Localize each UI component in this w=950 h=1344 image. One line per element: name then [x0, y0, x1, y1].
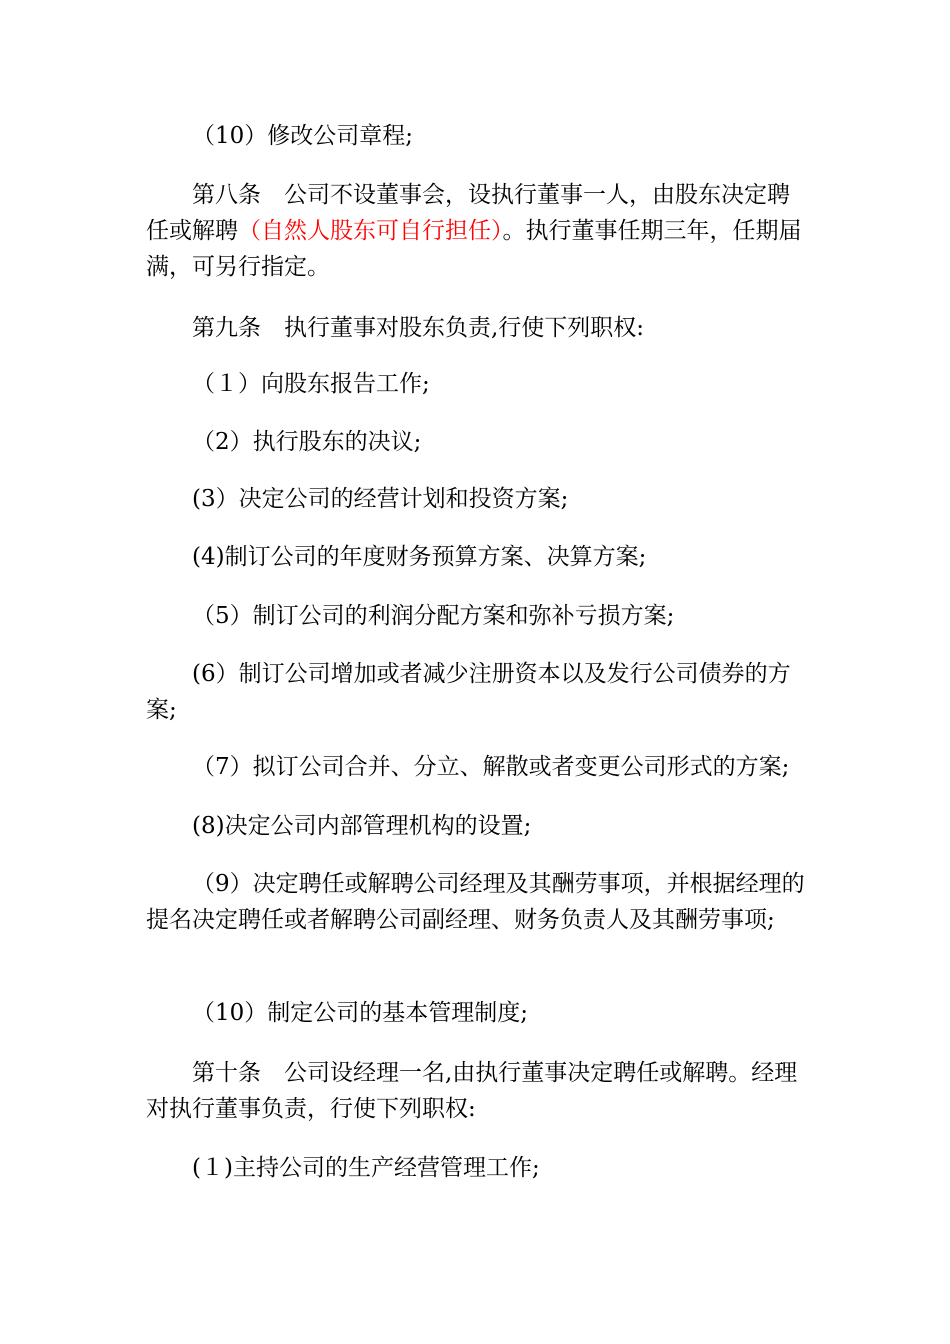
article-8-text: 第八条 公司不设董事会，设执行董事一人，由股东决定聘任或解聘: [146, 182, 790, 244]
article-8-highlight: （自然人股东可自行担任）: [238, 218, 503, 244]
clause-item: (3）决定公司的经营计划和投资方案;: [192, 486, 569, 512]
clause-item: （5）制订公司的利润分配方案和弥补亏损方案;: [192, 603, 675, 629]
clause-item: （１）向股东报告工作;: [192, 371, 430, 397]
clause-item: （7）拟订公司合并、分立、解散或者变更公司形式的方案;: [192, 754, 790, 780]
clause-item: (4)制订公司的年度财务预算方案、决算方案;: [192, 544, 647, 570]
clause-item: （10）制定公司的基本管理制度;: [192, 1000, 529, 1026]
article-9: 第九条 执行董事对股东负责,行使下列职权:: [192, 315, 645, 341]
clause-item: （10）修改公司章程;: [192, 123, 414, 149]
clause-item: （2）执行股东的决议;: [192, 429, 422, 455]
clause-item: （9）决定聘任或解聘公司经理及其酬劳事项，并根据经理的提名决定聘任或者解聘公司副经理、财务负责人及其酬劳事项;: [146, 871, 805, 933]
article-8-text-end: 。执行董事任期三年，任期届满，可另行指定。: [146, 218, 802, 280]
clause-item: (6）制订公司增加或者减少注册资本以及发行公司债券的方案;: [146, 661, 791, 723]
article-10: 第十条 公司设经理一名,由执行董事决定聘任或解聘。经理对执行董事负责，行使下列职权:: [146, 1060, 798, 1122]
article-8: [146, 177, 806, 285]
clause-item: (8)决定公司内部管理机构的设置;: [192, 813, 532, 839]
clause-item: (１)主持公司的生产经营管理工作;: [192, 1155, 540, 1181]
